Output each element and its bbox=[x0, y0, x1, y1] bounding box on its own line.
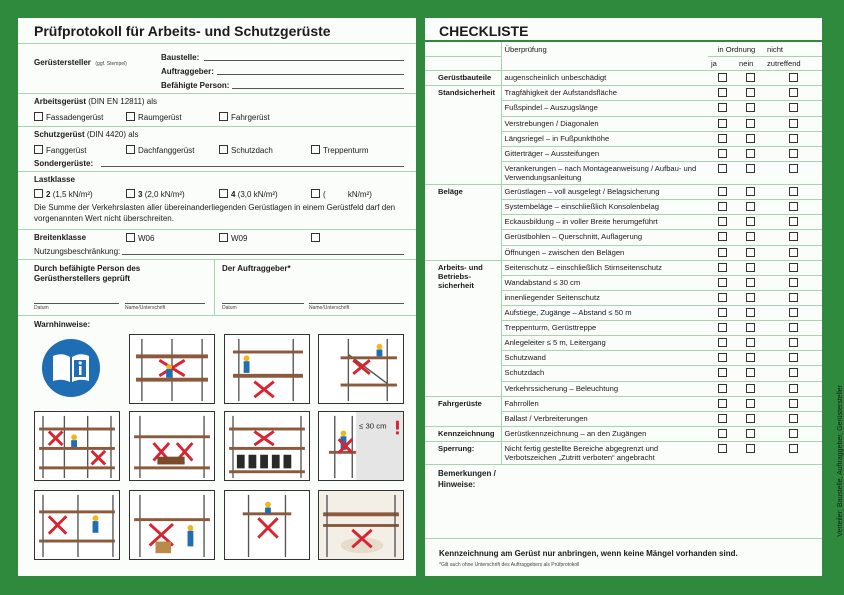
checklist-item: Verankerungen – nach Montageanweisung / Aufbau- und Verwendungsanleitung bbox=[501, 161, 708, 184]
option-label: Schutzdach bbox=[231, 146, 273, 155]
checkbox-ja[interactable] bbox=[718, 414, 727, 423]
checkbox-nicht-zutreffend[interactable] bbox=[789, 444, 798, 453]
scaffold-warning-8 bbox=[34, 490, 120, 560]
option-breite-custom[interactable] bbox=[311, 233, 323, 243]
warnhinweise-label: Warnhinweise: bbox=[34, 320, 91, 329]
checkbox-nicht-zutreffend[interactable] bbox=[789, 338, 798, 347]
option-label: Dachfanggerüst bbox=[138, 146, 195, 155]
lastklasse-section bbox=[18, 172, 416, 230]
checklist-item: innenliegender Seitenschutz bbox=[501, 290, 708, 305]
scaffold-warning-1 bbox=[129, 334, 215, 404]
checkbox-nicht-zutreffend[interactable] bbox=[789, 187, 798, 196]
checklist-item: Aufstiege, Zugänge – Abstand ≤ 50 m bbox=[501, 305, 708, 320]
option-load: ( kN/m²) bbox=[323, 190, 372, 199]
checklist-item: Wandabstand ≤ 30 cm bbox=[501, 275, 708, 290]
option-label: Fassadengerüst bbox=[46, 113, 104, 122]
checkbox-nein[interactable] bbox=[746, 384, 755, 393]
checklist-title: CHECKLISTE bbox=[425, 18, 822, 42]
auftraggeber-field[interactable] bbox=[217, 67, 404, 75]
checkbox-ja[interactable] bbox=[718, 338, 727, 347]
checklist-item: Treppenturm, Gerüsttreppe bbox=[501, 321, 708, 336]
checklist-item: Gerüstbohlen – Querschnitt, Auflagerung bbox=[501, 230, 708, 245]
checkbox-nein[interactable] bbox=[746, 164, 755, 173]
checklist-item: Gitterträger – Aussteifungen bbox=[501, 146, 708, 161]
checkbox-ja[interactable] bbox=[718, 73, 727, 82]
arbeitsgeruest-label: Arbeitsgerüst bbox=[34, 97, 87, 106]
checkbox-nein[interactable] bbox=[746, 217, 755, 226]
checklist-item: Anlegeleiter ≤ 5 m, Leitergang bbox=[501, 336, 708, 351]
checkbox-nein[interactable] bbox=[746, 202, 755, 211]
checkbox-nicht-zutreffend[interactable] bbox=[789, 73, 798, 82]
signature-section bbox=[18, 260, 416, 316]
checklist-item: Verkehrssicherung – Beleuchtung bbox=[501, 381, 708, 396]
header-section bbox=[18, 44, 416, 94]
checkbox-nein[interactable] bbox=[746, 149, 755, 158]
scaffold-warning-9 bbox=[129, 490, 215, 560]
checkbox-ja[interactable] bbox=[718, 164, 727, 173]
scaffold-warning-7 bbox=[318, 411, 404, 481]
checkbox-ja[interactable] bbox=[718, 119, 727, 128]
header-zutreffend: zutreffend bbox=[764, 57, 822, 71]
datum-caption: Datum bbox=[34, 305, 49, 311]
checkbox-ja[interactable] bbox=[718, 134, 727, 143]
option-dachfanggeruest[interactable] bbox=[126, 145, 194, 155]
checkbox-ja[interactable] bbox=[718, 444, 727, 453]
checkbox[interactable] bbox=[219, 112, 228, 121]
bemerkungen-label: Bemerkungen / Hinweise: bbox=[438, 469, 496, 489]
checkbox-nicht-zutreffend[interactable] bbox=[789, 293, 798, 302]
name-caption: Name/Unterschrift bbox=[125, 305, 166, 311]
option-raumgeruest[interactable] bbox=[126, 112, 182, 122]
checkbox-ja[interactable] bbox=[718, 429, 727, 438]
checkbox[interactable] bbox=[219, 145, 228, 154]
datum-caption: Datum bbox=[222, 305, 237, 311]
header-ja: ja bbox=[708, 57, 736, 71]
checklist-item: Fußspindel – Auszugslänge bbox=[501, 101, 708, 116]
checkbox-nein[interactable] bbox=[746, 353, 755, 362]
warnhinweise-section bbox=[18, 316, 416, 571]
datum-field-right[interactable] bbox=[222, 296, 304, 304]
checkbox[interactable] bbox=[219, 189, 228, 198]
breitenklasse-label: Breitenklasse bbox=[34, 233, 87, 242]
option-schutzdach[interactable] bbox=[219, 145, 273, 155]
checkbox-nicht-zutreffend[interactable] bbox=[789, 399, 798, 408]
option-load: (1,5 kN/m²) bbox=[52, 190, 93, 199]
checkbox[interactable] bbox=[311, 189, 320, 198]
sondergerueste-label: Sondergerüste: bbox=[34, 159, 94, 168]
checklist-item: Systembeläge – einschließlich Konsolenbelag bbox=[501, 200, 708, 215]
checklist-item: Tragfähigkeit der Aufstandsfläche bbox=[501, 86, 708, 101]
gap-label: ≤ 30 cm bbox=[359, 421, 387, 431]
checklist-item: augenscheinlich unbeschädigt bbox=[501, 71, 708, 86]
checkbox-nein[interactable] bbox=[746, 73, 755, 82]
checkbox-ja[interactable] bbox=[718, 263, 727, 272]
breitenklasse-section bbox=[18, 230, 416, 260]
checkbox-nicht-zutreffend[interactable] bbox=[789, 263, 798, 272]
checklist-item: Längsriegel – in Fußpunkthöhe bbox=[501, 131, 708, 146]
schutzgeruest-norm: (DIN 4420) als bbox=[86, 130, 139, 139]
checkbox-nicht-zutreffend[interactable] bbox=[789, 308, 798, 317]
option-label: Treppenturm bbox=[323, 146, 369, 155]
option-load: (2,0 kN/m²) bbox=[144, 190, 185, 199]
scaffold-warning-3 bbox=[318, 334, 404, 404]
category-label: Standsicherheit bbox=[425, 86, 501, 185]
scaffold-warning-5 bbox=[129, 411, 215, 481]
signature-field-right[interactable] bbox=[309, 296, 404, 304]
header-nein: nein bbox=[736, 57, 764, 71]
category-label: Gerüstbauteile bbox=[425, 71, 501, 86]
checkbox-nein[interactable] bbox=[746, 88, 755, 97]
option-label: W09 bbox=[231, 234, 248, 243]
checkbox-nicht-zutreffend[interactable] bbox=[789, 88, 798, 97]
checkbox[interactable] bbox=[34, 189, 43, 198]
stamp-note: (ggf. Stempel) bbox=[95, 61, 127, 67]
checkbox[interactable] bbox=[126, 233, 135, 242]
befaehigte-person-field[interactable] bbox=[232, 81, 404, 89]
header-nicht: nicht bbox=[764, 42, 822, 57]
table-row bbox=[425, 86, 822, 101]
checklist-item: Schutzdach bbox=[501, 366, 708, 381]
signature-left-label: Durch befähigte Person des Gerüstherstellers geprüft bbox=[34, 264, 141, 284]
arbeitsgeruest-norm: (DIN EN 12811) als bbox=[88, 97, 158, 106]
checklist-item: Öffnungen – zwischen den Belägen bbox=[501, 245, 708, 260]
checkbox-nein[interactable] bbox=[746, 263, 755, 272]
signature-right-label: Der Auftraggeber* bbox=[222, 264, 291, 273]
schutzgeruest-label: Schutzgerüst bbox=[34, 130, 85, 139]
checkbox-ja[interactable] bbox=[718, 384, 727, 393]
checkbox-nein[interactable] bbox=[746, 103, 755, 112]
checklist-panel bbox=[425, 18, 822, 576]
option-fahrgeruest[interactable] bbox=[219, 112, 270, 122]
header-in-ordnung: in Ordnung bbox=[708, 42, 764, 57]
scaffold-warning-6 bbox=[224, 411, 310, 481]
table-row bbox=[425, 185, 822, 200]
header-pruefung: Überprüfung bbox=[501, 42, 708, 71]
distribution-note: Verteiler: Baustelle, Auftraggeber, Gerüstersteller bbox=[837, 385, 844, 537]
checkbox-nein[interactable] bbox=[746, 134, 755, 143]
protocol-title: Prüfprotokoll für Arbeits- und Schutzgerüste bbox=[18, 18, 416, 44]
checklist-item: Verstrebungen / Diagonalen bbox=[501, 116, 708, 131]
checkbox-nein[interactable] bbox=[746, 444, 755, 453]
checkbox-nicht-zutreffend[interactable] bbox=[789, 429, 798, 438]
category-label: Beläge bbox=[425, 185, 501, 261]
protocol-panel bbox=[18, 18, 416, 576]
table-row bbox=[425, 396, 822, 411]
datum-field-left[interactable] bbox=[34, 296, 119, 304]
signature-field-left[interactable] bbox=[125, 296, 205, 304]
footer-note: Kennzeichnung am Gerüst nur anbringen, wenn keine Mängel vorhanden sind. bbox=[439, 549, 738, 558]
option-w06[interactable] bbox=[126, 233, 154, 243]
bemerkungen-section bbox=[425, 465, 822, 539]
checkbox[interactable] bbox=[311, 233, 320, 242]
category-label: Fahrgerüste bbox=[425, 396, 501, 426]
checkbox-nicht-zutreffend[interactable] bbox=[789, 368, 798, 377]
checkbox-nicht-zutreffend[interactable] bbox=[789, 217, 798, 226]
geruestersteller-label: Gerüstersteller bbox=[34, 58, 91, 67]
checkbox-ja[interactable] bbox=[718, 308, 727, 317]
option-fanggeruest[interactable] bbox=[34, 145, 86, 155]
checkbox-ja[interactable] bbox=[718, 232, 727, 241]
scaffold-warning-4 bbox=[34, 411, 120, 481]
checkbox[interactable] bbox=[34, 145, 43, 154]
scaffold-warning-11 bbox=[318, 490, 404, 560]
checkbox-ja[interactable] bbox=[718, 278, 727, 287]
checkbox-nicht-zutreffend[interactable] bbox=[789, 248, 798, 257]
checklist-item: Nicht fertig gestellte Bereiche abgegrenzt und Verbotszeichen „Zutritt verboten“ angebracht bbox=[501, 441, 708, 464]
checkbox-nicht-zutreffend[interactable] bbox=[789, 103, 798, 112]
checkbox-nein[interactable] bbox=[746, 399, 755, 408]
arbeitsgeruest-section bbox=[18, 94, 416, 127]
checklist-body bbox=[425, 71, 822, 465]
checklist-item: Eckausbildung – in voller Breite herumgeführt bbox=[501, 215, 708, 230]
option-number: 2 bbox=[46, 190, 51, 199]
checklist-item: Gerüstkennzeichnung – an den Zugängen bbox=[501, 426, 708, 441]
checkbox-nein[interactable] bbox=[746, 338, 755, 347]
option-label: Fahrgerüst bbox=[231, 113, 270, 122]
befaehigte-person-label: Befähigte Person: bbox=[161, 81, 230, 90]
checkbox[interactable] bbox=[126, 189, 135, 198]
checkbox[interactable] bbox=[34, 112, 43, 121]
schutzgeruest-section bbox=[18, 127, 416, 172]
checkbox-ja[interactable] bbox=[718, 202, 727, 211]
option-label: W06 bbox=[138, 234, 155, 243]
checkbox[interactable] bbox=[311, 145, 320, 154]
auftraggeber-label: Auftraggeber: bbox=[161, 67, 214, 76]
checkbox-ja[interactable] bbox=[718, 293, 727, 302]
nutzungsbeschraenkung-label: Nutzungsbeschränkung: bbox=[34, 247, 121, 256]
option-load: (3,0 kN/m²) bbox=[237, 190, 278, 199]
category-label: Kennzeichnung bbox=[425, 426, 501, 441]
category-label: Sperrung: bbox=[425, 441, 501, 464]
checkbox-nein[interactable] bbox=[746, 293, 755, 302]
checklist-table bbox=[425, 42, 822, 465]
lastklasse-option-4[interactable] bbox=[219, 189, 278, 199]
checkbox-nicht-zutreffend[interactable] bbox=[789, 134, 798, 143]
checklist-item: Gerüstlagen – voll ausgelegt / Belagsicherung bbox=[501, 185, 708, 200]
checkbox-ja[interactable] bbox=[718, 248, 727, 257]
table-row bbox=[425, 426, 822, 441]
checkbox-nicht-zutreffend[interactable] bbox=[789, 232, 798, 241]
checkbox-nein[interactable] bbox=[746, 119, 755, 128]
scaffold-warning-10 bbox=[224, 490, 310, 560]
table-row bbox=[425, 71, 822, 86]
table-header bbox=[425, 42, 822, 57]
option-w09[interactable] bbox=[219, 233, 247, 243]
checkbox-ja[interactable] bbox=[718, 353, 727, 362]
checkbox-nicht-zutreffend[interactable] bbox=[789, 414, 798, 423]
checkbox-nein[interactable] bbox=[746, 187, 755, 196]
table-row bbox=[425, 260, 822, 275]
checkbox-nicht-zutreffend[interactable] bbox=[789, 323, 798, 332]
checkbox-nein[interactable] bbox=[746, 308, 755, 317]
lastklasse-note: Die Summe der Verkehrslasten aller übereinanderliegenden Gerüstlagen in einem Gerüstfeld darf den vorgenannten Wert nicht überschreiten. bbox=[34, 203, 396, 223]
checkbox-nein[interactable] bbox=[746, 414, 755, 423]
checkbox-ja[interactable] bbox=[718, 399, 727, 408]
option-label: Raumgerüst bbox=[138, 113, 182, 122]
checkbox-nein[interactable] bbox=[746, 232, 755, 241]
checkbox-nicht-zutreffend[interactable] bbox=[789, 202, 798, 211]
checkbox-ja[interactable] bbox=[718, 217, 727, 226]
lastklasse-option-2[interactable] bbox=[34, 189, 93, 199]
checkbox-nicht-zutreffend[interactable] bbox=[789, 149, 798, 158]
checkbox-nein[interactable] bbox=[746, 429, 755, 438]
checkbox-ja[interactable] bbox=[718, 149, 727, 158]
checklist-item: Schutzwand bbox=[501, 351, 708, 366]
footnote: *Gilt auch ohne Unterschrift des Auftraggebers als Prüfprotokoll bbox=[439, 562, 580, 568]
checkbox-ja[interactable] bbox=[718, 88, 727, 97]
nutzungsbeschraenkung-field[interactable] bbox=[122, 247, 404, 255]
checkbox-nicht-zutreffend[interactable] bbox=[789, 278, 798, 287]
baustelle-label: Baustelle: bbox=[161, 53, 200, 62]
checkbox[interactable] bbox=[219, 233, 228, 242]
lastklasse-option-custom[interactable] bbox=[311, 189, 372, 199]
checkbox-nein[interactable] bbox=[746, 248, 755, 257]
option-treppenturm[interactable] bbox=[311, 145, 369, 155]
checkbox[interactable] bbox=[126, 145, 135, 154]
checkbox-nicht-zutreffend[interactable] bbox=[789, 353, 798, 362]
checkbox-ja[interactable] bbox=[718, 103, 727, 112]
checklist-item: Ballast / Verbreiterungen bbox=[501, 411, 708, 426]
lastklasse-option-3[interactable] bbox=[126, 189, 185, 199]
name-caption: Name/Unterschrift bbox=[309, 305, 350, 311]
checkbox-nein[interactable] bbox=[746, 368, 755, 377]
scaffold-warning-2 bbox=[224, 334, 310, 404]
checkbox-ja[interactable] bbox=[718, 323, 727, 332]
sondergerueste-field[interactable] bbox=[101, 159, 404, 167]
lastklasse-label: Lastklasse bbox=[34, 175, 75, 184]
checkbox[interactable] bbox=[126, 112, 135, 121]
checkbox-nein[interactable] bbox=[746, 278, 755, 287]
info-mandatory-icon bbox=[41, 338, 101, 398]
checkbox-nicht-zutreffend[interactable] bbox=[789, 384, 798, 393]
option-number: 4 bbox=[231, 190, 236, 199]
checklist-item: Fahrrollen bbox=[501, 396, 708, 411]
checkbox-ja[interactable] bbox=[718, 368, 727, 377]
checkbox-nicht-zutreffend[interactable] bbox=[789, 164, 798, 173]
option-label: Fanggerüst bbox=[46, 146, 87, 155]
checkbox-ja[interactable] bbox=[718, 187, 727, 196]
divider bbox=[214, 260, 215, 316]
table-row bbox=[425, 441, 822, 464]
checklist-item: Seitenschutz – einschließlich Stirnseitenschutz bbox=[501, 260, 708, 275]
option-number: 3 bbox=[138, 190, 143, 199]
option-fassadengeruest[interactable] bbox=[34, 112, 103, 122]
checkbox-nein[interactable] bbox=[746, 323, 755, 332]
baustelle-field[interactable] bbox=[204, 53, 404, 61]
category-label: Arbeits- und Betriebs-sicherheit bbox=[425, 260, 501, 396]
checkbox-nicht-zutreffend[interactable] bbox=[789, 119, 798, 128]
